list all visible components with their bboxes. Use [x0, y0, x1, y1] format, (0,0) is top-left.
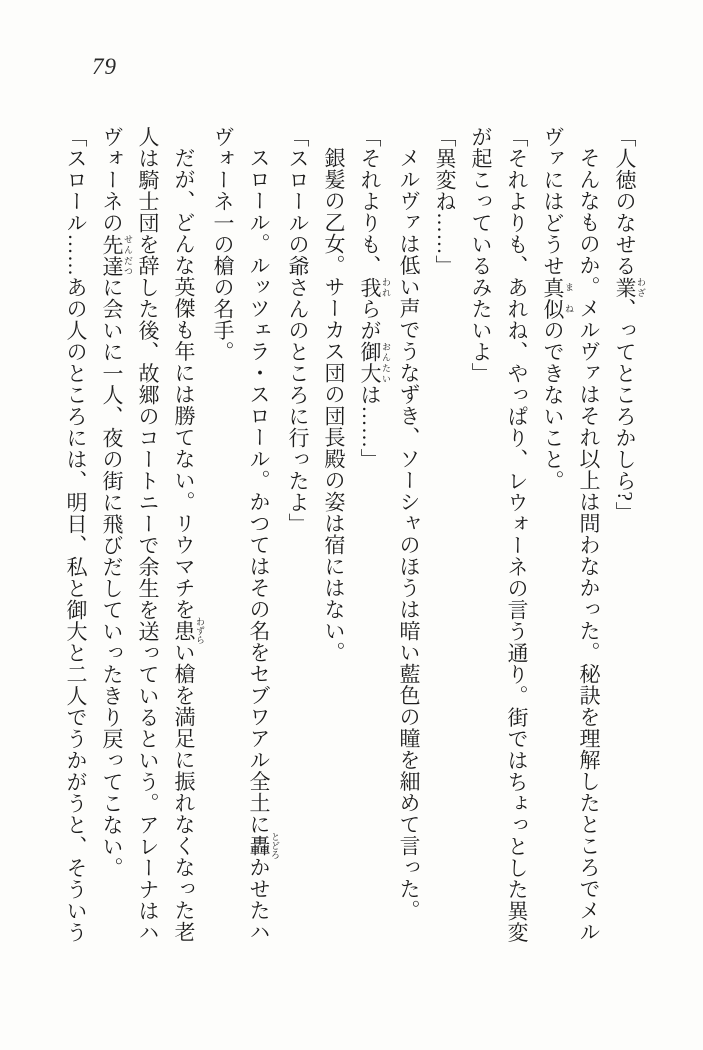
- paragraph: 「スロールの爺さんのところに行ったよ」: [286, 126, 310, 535]
- ruby-annotated-word: 我 われ: [358, 276, 391, 298]
- ruby-annotated-word: 真似 まね: [541, 276, 574, 320]
- ruby-annotated-word: 業 わざ: [613, 276, 646, 298]
- ruby-annotated-word: 轟 とどろ: [247, 832, 280, 860]
- page-number: 79: [92, 54, 117, 79]
- paragraph: メルヴァは低い声でうなずき、ソーシャのほうは暗い藍色の瞳を細めて言った。: [397, 147, 421, 921]
- paragraph: 「スロール……あの人のところには、明日、私と御大と二人でうかがうと、そういう: [64, 126, 88, 943]
- paragraph: 「異変ね……」: [433, 126, 457, 277]
- ruby-annotated-word: 患 わずら: [172, 617, 205, 645]
- paragraph: スロール。ルッツェラ・スロール。かつてはその名をセブワアル全土に轟 とどろかせたハヴォーネ一の槍の名手。: [211, 126, 280, 943]
- paragraph: 「それよりも、あれね、やっぱり、レウォーネの言う通り。街ではちょっとした異変が起こっているみたいよ」: [469, 126, 529, 943]
- paragraph: 「それよりも、我 われらが御大 おんたいは……」: [358, 126, 391, 470]
- text-block: [58, 126, 646, 948]
- paragraph: 「人徳のなせる業 わざ、ってところかしら?」: [613, 126, 646, 523]
- paragraph: そんなものか。メルヴァはそれ以上は問わなかった。秘訣を理解したところでメルヴァにはどうせ真似 まねのできないこと。: [541, 126, 601, 943]
- ruby-annotated-word: 御大 おんたい: [358, 341, 391, 384]
- ruby-annotated-word: 先達 せんだつ: [100, 233, 133, 277]
- paragraph: だが、どんな英傑も年には勝てない。リウマチを患 わずらい槍を満足に振れなくなった老人は騎士団を辞した後、故郷のコートニーで余生を送っているという。アレーナはハヴォーネの先達 せんだつに会いに一人、夜の街に飛びだしていったきり戻ってこない。: [100, 126, 205, 943]
- paragraph: 銀髪の乙女。サーカス団の団長殿の姿は宿にはない。: [322, 147, 346, 663]
